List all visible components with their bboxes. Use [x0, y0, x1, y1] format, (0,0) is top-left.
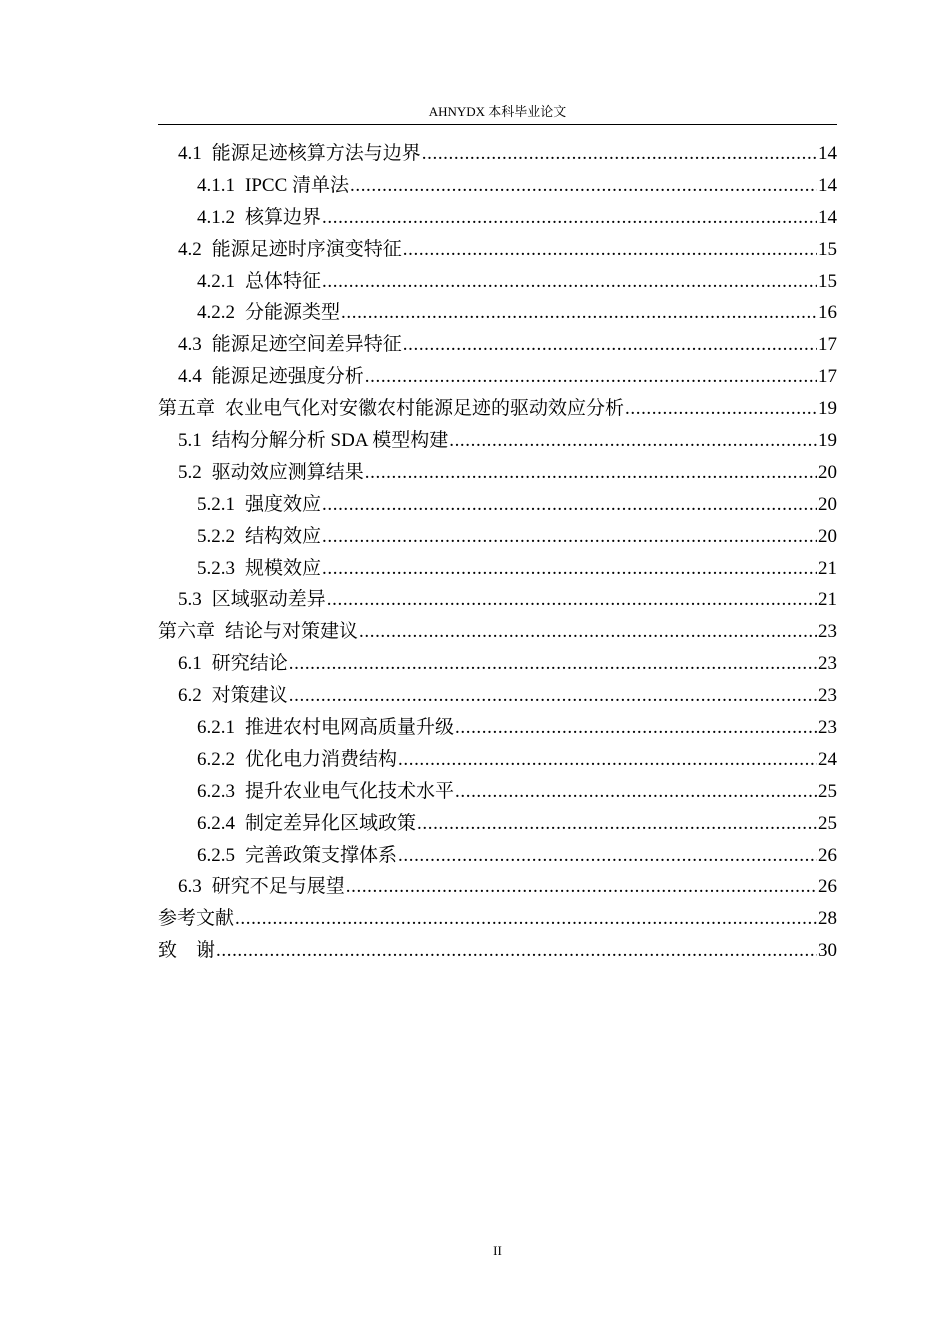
toc-entry-number: 4.4 [178, 366, 202, 388]
running-header: AHNYDX 本科毕业论文 [428, 104, 567, 119]
toc-entry-number: 4.1.1 [197, 174, 235, 196]
toc-entry[interactable] [158, 808, 837, 840]
toc-entry[interactable] [158, 234, 837, 266]
dot-leader [365, 457, 817, 489]
toc-entry-number: 6.2.5 [197, 844, 235, 866]
toc-entry[interactable] [158, 170, 837, 202]
toc-entry-title: 致 谢 [158, 940, 216, 962]
toc-entry-number: 6.3 [178, 876, 202, 898]
toc-entry-page: 14 [818, 206, 837, 228]
toc-entry-title: 完善政策支撑体系 [245, 844, 398, 866]
toc-entry[interactable] [158, 489, 837, 521]
dot-leader [625, 393, 817, 425]
toc-entry[interactable] [158, 521, 837, 553]
toc-entry[interactable] [158, 329, 837, 361]
toc-entry-page: 17 [818, 366, 837, 388]
toc-entry[interactable] [158, 457, 837, 489]
header-rule [158, 124, 837, 125]
toc-entry-title: 驱动效应测算结果 [211, 461, 364, 483]
dot-leader [398, 840, 817, 872]
toc-entry[interactable] [158, 840, 837, 872]
toc-entry-title: 提升农业电气化技术水平 [245, 780, 455, 802]
toc-entry-number: 5.2.3 [197, 557, 235, 579]
toc-entry-number: 第六章 [158, 621, 216, 643]
toc-entry-page: 15 [818, 270, 837, 292]
toc-entry-number: 5.2.1 [197, 493, 235, 515]
toc-entry-page: 19 [818, 398, 837, 420]
toc-entry[interactable] [158, 202, 837, 234]
toc-entry-page: 25 [818, 812, 837, 834]
toc-entry-title: IPCC 清单法 [245, 174, 349, 196]
toc-entry-page: 14 [818, 174, 837, 196]
toc-entry-number: 6.2.2 [197, 748, 235, 770]
dot-leader [216, 935, 817, 967]
toc-entry-page: 20 [818, 525, 837, 547]
toc-entry[interactable] [158, 744, 837, 776]
page-number: II [493, 1243, 502, 1258]
toc-entry-number: 4.2 [178, 238, 202, 260]
toc-entry[interactable] [158, 425, 837, 457]
toc-entry-title: 对策建议 [211, 685, 288, 707]
dot-leader [455, 776, 817, 808]
dot-leader [403, 234, 817, 266]
toc-entry[interactable] [158, 903, 837, 935]
toc-entry-title: 推进农村电网高质量升级 [245, 717, 455, 739]
toc-entry-title: 优化电力消费结构 [245, 748, 398, 770]
dot-leader [327, 584, 817, 616]
toc-entry-page: 23 [818, 621, 837, 643]
dot-leader [322, 553, 817, 585]
toc-entry-page: 23 [818, 717, 837, 739]
toc-entry-page: 16 [818, 302, 837, 324]
toc-entry[interactable] [158, 553, 837, 585]
toc-entry-page: 25 [818, 780, 837, 802]
toc-entry-title: 研究结论 [211, 653, 288, 675]
dot-leader [346, 871, 817, 903]
dot-leader [359, 616, 817, 648]
dot-leader [322, 521, 817, 553]
toc-entry-title: 强度效应 [245, 493, 322, 515]
toc-entry[interactable] [158, 935, 837, 967]
toc-entry-title: 核算边界 [245, 206, 322, 228]
toc-entry[interactable] [158, 584, 837, 616]
toc-entry[interactable] [158, 138, 837, 170]
toc-entry-number: 4.2.2 [197, 302, 235, 324]
toc-entry-page: 19 [818, 430, 837, 452]
dot-leader [289, 648, 817, 680]
toc-entry-page: 26 [818, 876, 837, 898]
dot-leader [449, 425, 817, 457]
toc-entry-number: 4.2.1 [197, 270, 235, 292]
toc-entry-number: 6.2.4 [197, 812, 235, 834]
dot-leader [322, 266, 817, 298]
toc-entry-title: 能源足迹时序演变特征 [211, 238, 402, 260]
dot-leader [365, 361, 817, 393]
toc-entry-title: 总体特征 [245, 270, 322, 292]
toc-entry-number: 6.2.1 [197, 717, 235, 739]
toc-entry-number: 5.3 [178, 589, 202, 611]
dot-leader [341, 297, 817, 329]
toc-entry-page: 28 [818, 908, 837, 930]
toc-entry-number: 6.2 [178, 685, 202, 707]
toc-entry-page: 23 [818, 653, 837, 675]
toc-entry[interactable] [158, 871, 837, 903]
toc-entry-title: 规模效应 [245, 557, 322, 579]
toc-entry-title: 结构效应 [245, 525, 322, 547]
toc-entry-page: 20 [818, 493, 837, 515]
dot-leader [289, 680, 817, 712]
toc-entry-title: 参考文献 [158, 908, 235, 930]
toc-entry-number: 5.2.2 [197, 525, 235, 547]
toc-entry-page: 14 [818, 143, 837, 164]
toc-entry-number: 第五章 [158, 398, 216, 420]
toc-entry-title: 结构分解分析 SDA 模型构建 [211, 430, 449, 452]
toc-entry[interactable] [158, 776, 837, 808]
toc-entry-number: 4.3 [178, 334, 202, 356]
dot-leader [403, 329, 817, 361]
dot-leader [235, 903, 817, 935]
toc-entry-title: 制定差异化区域政策 [245, 812, 417, 834]
toc-entry-page: 15 [818, 238, 837, 260]
dot-leader [398, 744, 817, 776]
toc-entry-page: 23 [818, 685, 837, 707]
dot-leader [455, 712, 817, 744]
toc-entry[interactable] [158, 648, 837, 680]
toc-entry-title: 分能源类型 [245, 302, 341, 324]
toc-entry[interactable] [158, 266, 837, 298]
toc-entry-page: 21 [818, 557, 837, 579]
toc-entry-title: 能源足迹强度分析 [211, 366, 364, 388]
toc-entry-title: 结论与对策建议 [225, 621, 359, 643]
toc-entry-page: 26 [818, 844, 837, 866]
toc-entry-page: 24 [818, 748, 837, 770]
toc-entry[interactable] [158, 297, 837, 329]
toc-entry-title: 能源足迹核算方法与边界 [211, 143, 421, 164]
toc-entry-page: 30 [818, 940, 837, 962]
toc-entry[interactable] [158, 680, 837, 712]
toc-entry[interactable] [158, 616, 837, 648]
toc-entry-title: 研究不足与展望 [211, 876, 345, 898]
dot-leader [322, 489, 817, 521]
dot-leader [417, 808, 817, 840]
toc-entry-page: 17 [818, 334, 837, 356]
toc-entry-title: 能源足迹空间差异特征 [211, 334, 402, 356]
table-of-contents [158, 138, 837, 967]
toc-entry[interactable] [158, 393, 837, 425]
toc-entry-number: 6.2.3 [197, 780, 235, 802]
dot-leader [322, 202, 817, 234]
toc-entry-number: 5.2 [178, 461, 202, 483]
toc-entry-page: 21 [818, 589, 837, 611]
toc-entry-number: 5.1 [178, 430, 202, 452]
toc-entry-number: 4.1.2 [197, 206, 235, 228]
toc-entry-title: 区域驱动差异 [211, 589, 326, 611]
toc-entry[interactable] [158, 712, 837, 744]
toc-entry[interactable] [158, 361, 837, 393]
toc-entry-number: 6.1 [178, 653, 202, 675]
dot-leader [422, 138, 817, 170]
toc-entry-title: 农业电气化对安徽农村能源足迹的驱动效应分析 [225, 398, 625, 420]
dot-leader [350, 170, 817, 202]
toc-entry-page: 20 [818, 461, 837, 483]
toc-entry-number: 4.1 [178, 143, 202, 164]
